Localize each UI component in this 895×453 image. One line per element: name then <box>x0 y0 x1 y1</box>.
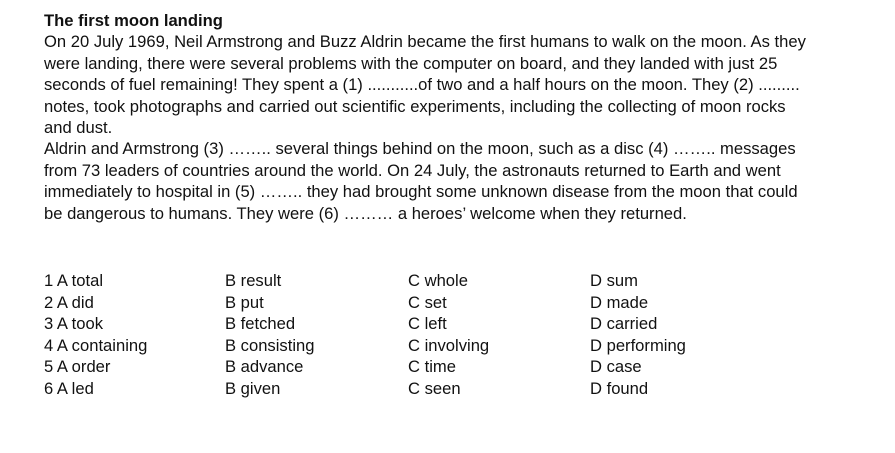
option-b: B put <box>225 292 264 312</box>
passage-line: immediately to hospital in (5) …….. they had brought some unknown disease from the moon that could <box>44 182 798 202</box>
passage-line: seconds of fuel remaining! They spent a (1) ...........of two and a half hours on the moon. They (2) ......... <box>44 75 800 95</box>
option-c: C left <box>408 314 447 334</box>
passage-title: The first moon landing <box>44 11 223 30</box>
option-d: D sum <box>590 271 638 290</box>
option-d: D case <box>590 357 642 377</box>
option-a: 3 A took <box>44 314 104 334</box>
passage-line: Aldrin and Armstrong (3) …….. several things behind on the moon, such as a disc (4) …….. messages <box>44 139 796 159</box>
option-a: 4 A containing <box>44 335 148 355</box>
option-a: 1 A total <box>44 271 104 290</box>
option-d: D carried <box>590 314 658 334</box>
passage-line: notes, took photographs and carried out scientific experiments, including the collecting of moon rocks <box>44 96 786 116</box>
passage-line: were landing, there were several problems with the computer on board, and they landed with just 25 <box>44 53 778 73</box>
option-a: 6 A led <box>44 378 94 398</box>
passage-line: be dangerous to humans. They were (6) ……… a heroes’ welcome when they returned. <box>44 203 687 223</box>
option-d: D found <box>590 378 649 398</box>
option-c: C set <box>408 292 447 312</box>
option-c: C seen <box>408 378 461 398</box>
option-b: B fetched <box>225 314 296 334</box>
passage-line: On 20 July 1969, Neil Armstrong and Buzz Aldrin became the first humans to walk on the moon. As they <box>44 32 806 52</box>
option-d: D performing <box>590 335 686 355</box>
option-b: B advance <box>225 357 304 377</box>
option-c: C whole <box>408 271 468 290</box>
passage-line: and dust. <box>44 118 113 138</box>
option-a: 2 A did <box>44 292 94 312</box>
option-c: C time <box>408 357 456 377</box>
option-a: 5 A order <box>44 357 111 377</box>
option-c: C involving <box>408 335 490 355</box>
option-b: B consisting <box>225 335 315 355</box>
option-b: B result <box>225 271 282 290</box>
option-b: B given <box>225 378 281 398</box>
passage-line: from 73 leaders of countries around the world. On 24 July, the astronauts returned to Earth and went <box>44 160 781 180</box>
option-d: D made <box>590 292 649 312</box>
reading-passage <box>44 10 895 224</box>
